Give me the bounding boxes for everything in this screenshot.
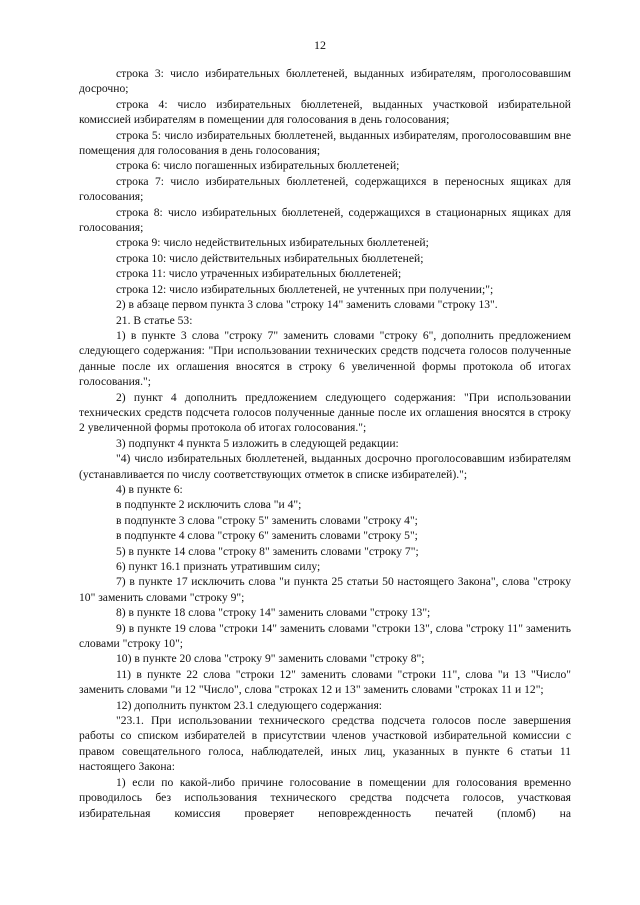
- paragraph-amend-9: 9) в пункте 19 слова "строки 14" заменить словами "строки 13", слова "строку 11" заменить словами "строку 10";: [79, 621, 571, 651]
- paragraph-row-11: строка 11: число утраченных избирательных бюллетеней;: [116, 267, 402, 281]
- paragraph-amend-11: 11) в пункте 22 слова "строки 12" заменить словами "строки 11", слова "и 13 "Число" заменить словами "и 12 "Число", слова "строках 12 и 13" заменить словами "строках 11 и 12";: [79, 667, 571, 697]
- paragraph-row-4: строка 4: число избирательных бюллетеней, выданных участковой избирательной комиссией избирателям в помещении для голосования в день голосования;: [79, 97, 571, 127]
- paragraph-amend-10: 10) в пункте 20 слова "строку 9" заменить словами "строку 8";: [116, 652, 425, 666]
- paragraph-quote-4: "4) число избирательных бюллетеней, выданных досрочно проголосовавшим избирателям (устанавливается по числу соответствующих отметок в списке избирателей).";: [79, 452, 571, 481]
- paragraph-item-2: 2) в абзаце первом пункта 3 слова "строку 14" заменить словами "строку 13".: [116, 298, 498, 312]
- paragraph-amend-2: 2) пункт 4 дополнить предложением следующего содержания: "При использовании технических средств подсчета голосов полученные данные после их оглашения вносятся в строку 2 увеличенной формы протокола об итогах голосования.";: [79, 390, 571, 435]
- paragraph-article-heading: 21. В статье 53:: [116, 313, 193, 327]
- paragraph-subitem-2: в подпункте 2 исключить слова "и 4";: [116, 498, 302, 512]
- paragraph-amend-1: 1) в пункте 3 слова "строку 7" заменить словами "строку 6", дополнить предложением следующего содержания: "При использовании технических средств подсчета голосов полученные данные после их оглашения вносятся в строку 6 увеличенной формы протокола об итогах голосования.";: [79, 328, 571, 389]
- paragraph-row-5: строка 5: число избирательных бюллетеней, выданных избирателям, проголосовавшим вне помещения для голосования в день голосования;: [79, 128, 571, 158]
- page-number: 12: [314, 38, 326, 52]
- paragraph-amend-6: 6) пункт 16.1 признать утратившим силу;: [116, 560, 321, 573]
- paragraph-row-3: строка 3: число избирательных бюллетеней, выданных избирателям, проголосовавшим досрочно;: [79, 67, 571, 96]
- paragraph-amend-12: 12) дополнить пунктом 23.1 следующего содержания:: [116, 698, 383, 712]
- paragraph-amend-4: 4) в пункте 6:: [116, 482, 183, 496]
- paragraph-amend-8: 8) в пункте 18 слова "строку 14" заменить словами "строку 13";: [116, 606, 431, 620]
- paragraph-quote-23-1: "23.1. При использовании технического средства подсчета голосов после завершения работы со списком избирателей в присутствии членов участковой избирательной комиссии с правом совещательного голоса, наблюдателей, иных лиц, указанных в пункте 6 статьи 11 настоящего Закона:: [79, 714, 571, 774]
- paragraph-row-8: строка 8: число избирательных бюллетеней, содержащихся в стационарных ящиках для голосования;: [79, 205, 571, 235]
- paragraph-amend-7: 7) в пункте 17 исключить слова "и пункта 25 статьи 50 настоящего Закона", слова "строку 10" заменить словами "строку 9";: [79, 575, 571, 604]
- paragraph-row-7: строка 7: число избирательных бюллетеней, содержащихся в переносных ящиках для голосования;: [79, 174, 571, 204]
- paragraph-subitem-3: в подпункте 3 слова "строку 5" заменить словами "строку 4";: [116, 513, 418, 527]
- paragraph-subitem-4: в подпункте 4 слова "строку 6" заменить словами "строку 5";: [116, 529, 418, 543]
- document-body: [79, 66, 571, 821]
- paragraph-row-6: строка 6: число погашенных избирательных бюллетеней;: [116, 159, 400, 173]
- paragraph-row-10: строка 10: число действительных избирательных бюллетеней;: [116, 251, 424, 265]
- paragraph-amend-5: 5) в пункте 14 слова "строку 8" заменить словами "строку 7";: [116, 544, 419, 558]
- paragraph-amend-3: 3) подпункт 4 пункта 5 изложить в следующей редакции:: [116, 436, 399, 450]
- paragraph-sub-1: 1) если по какой-либо причине голосование в помещении для голосования временно проводилось без использования технического средства подсчета голосов, участковая избирательная комиссия проверяет неповрежденность печатей (пломб) на: [79, 775, 571, 820]
- paragraph-row-9: строка 9: число недействительных избирательных бюллетеней;: [116, 236, 429, 250]
- paragraph-row-12: строка 12: число избирательных бюллетеней, не учтенных при получении;";: [116, 282, 494, 296]
